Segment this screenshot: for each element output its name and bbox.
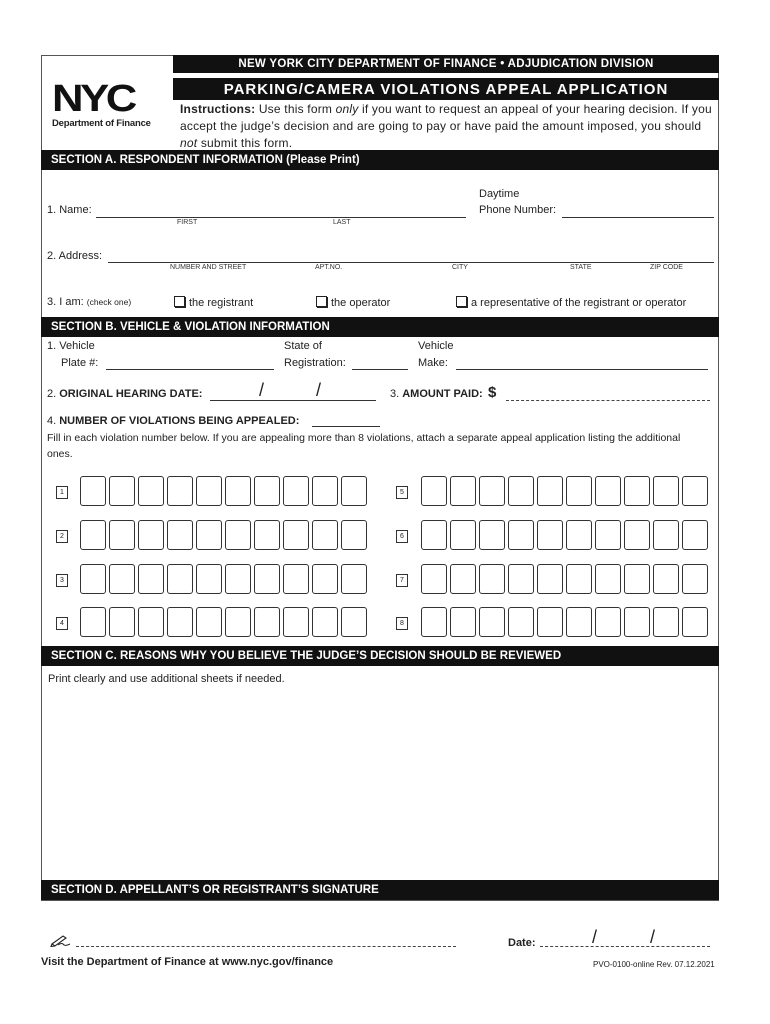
violation-4-digits[interactable] [80, 607, 370, 637]
option-representative[interactable] [456, 296, 686, 309]
name-input-line[interactable] [96, 217, 466, 218]
violation-number-badge: 2 [56, 530, 68, 543]
caption-apt: APT.NO. [315, 264, 343, 271]
violation-7-digits[interactable] [421, 564, 711, 594]
violation-6-digits[interactable] [421, 520, 711, 550]
last-caption: LAST [333, 219, 351, 226]
reasons-text-area[interactable] [44, 690, 716, 878]
name-label: 1. Name: [47, 204, 92, 216]
nyc-dof-logo [52, 78, 167, 132]
iam-label-group [47, 296, 131, 308]
make-label-2: Make: [418, 357, 448, 369]
instructions [180, 101, 716, 152]
section-b-heading: SECTION B. VEHICLE & VIOLATION INFORMATION [41, 317, 719, 337]
daytime-label: Daytime [479, 188, 520, 200]
footer-visit-text: Visit the Department of Finance at www.nyc.gov/finance [41, 956, 334, 968]
phone-input-line[interactable] [562, 217, 714, 218]
instructions-label: Instructions: [180, 102, 256, 116]
violations-count-prefix: 4. [47, 415, 60, 427]
logo-nyc-text: NYC [52, 78, 134, 120]
violation-5-digits[interactable] [421, 476, 711, 506]
amount-paid-label [390, 388, 483, 400]
caption-city: CITY [452, 264, 468, 271]
violation-number-badge: 5 [396, 486, 408, 499]
phone-label: Phone Number: [479, 204, 557, 216]
hearing-date-prefix: 2. [47, 388, 60, 400]
instructions-text-1: Use this form [255, 102, 336, 116]
option-operator[interactable] [316, 296, 390, 309]
state-label-2: Registration: [284, 357, 346, 369]
plate-input-line[interactable] [106, 369, 274, 370]
registrant-label: the registrant [189, 297, 254, 309]
hearing-date-sep-1: / [259, 380, 265, 400]
amount-paid-input-line[interactable] [506, 400, 710, 401]
section-c-heading: SECTION C. REASONS WHY YOU BELIEVE THE JUDGE’S DECISION SHOULD BE REVIEWED [41, 646, 719, 666]
representative-checkbox[interactable] [456, 296, 467, 307]
instructions-text-2: if you want to request an appeal of your hearing decision. If you accept the judge’s decision and are going to pay or have paid the amount imposed, you should [180, 102, 712, 133]
make-input-line[interactable] [456, 369, 708, 370]
signature-date-input-line[interactable] [540, 946, 710, 947]
signature-date-sep-1: / [592, 927, 598, 947]
address-label: 2. Address: [47, 250, 103, 262]
violation-number-badge: 4 [56, 617, 68, 630]
violations-count-label-text: NUMBER OF VIOLATIONS BEING APPEALED: [59, 415, 300, 427]
caption-zip: ZIP CODE [650, 264, 683, 271]
violation-number-badge: 8 [396, 617, 408, 630]
signature-date-sep-2: / [650, 927, 656, 947]
plate-label-1: 1. Vehicle [47, 340, 95, 352]
option-registrant[interactable] [174, 296, 253, 309]
form-id: PVO-0100-online Rev. 07.12.2021 [593, 960, 715, 969]
section-c-note: Print clearly and use additional sheets if needed. [48, 673, 285, 685]
instructions-emphasis-only: only [335, 102, 359, 116]
hearing-date-input-line[interactable] [210, 400, 376, 401]
violation-fill-instructions: Fill in each violation number below. If you are appealing more than 8 violations, attach a separate appeal application listing the additional ones. [47, 432, 681, 460]
violations-count-input-line[interactable] [312, 426, 380, 427]
hearing-date-sep-2: / [316, 380, 322, 400]
section-d-heading: SECTION D. APPELLANT’S OR REGISTRANT’S SIGNATURE [41, 880, 719, 900]
representative-label: a representative of the registrant or operator [471, 297, 687, 309]
address-input-line[interactable] [108, 262, 714, 263]
hearing-date-label-text: ORIGINAL HEARING DATE: [59, 388, 203, 400]
operator-checkbox[interactable] [316, 296, 327, 307]
instructions-text-3: submit this form. [197, 136, 293, 150]
plate-label-2: Plate #: [61, 357, 99, 369]
form-title: PARKING/CAMERA VIOLATIONS APPEAL APPLICATION [173, 78, 719, 100]
make-label-1: Vehicle [418, 340, 454, 352]
state-label-1: State of [284, 340, 322, 352]
violation-number-badge: 3 [56, 574, 68, 587]
violations-count-label [47, 415, 299, 427]
caption-state: STATE [570, 264, 592, 271]
violation-3-digits[interactable] [80, 564, 370, 594]
amount-paid-prefix: 3. [390, 388, 403, 400]
violation-1-digits[interactable] [80, 476, 370, 506]
logo-department-text: Department of Finance [52, 118, 151, 129]
violation-number-badge: 6 [396, 530, 408, 543]
signature-pen-icon [50, 933, 72, 947]
amount-paid-label-text: AMOUNT PAID: [402, 388, 483, 400]
hearing-date-label [47, 388, 202, 400]
violation-number-badge: 1 [56, 486, 68, 499]
signature-line[interactable] [76, 946, 456, 947]
iam-hint: (check one) [86, 297, 132, 307]
caption-street: NUMBER AND STREET [170, 264, 247, 271]
violation-number-badge: 7 [396, 574, 408, 587]
first-caption: FIRST [177, 219, 198, 226]
iam-label: 3. I am: [47, 296, 84, 308]
violation-8-digits[interactable] [421, 607, 711, 637]
agency-banner: NEW YORK CITY DEPARTMENT OF FINANCE • ADJUDICATION DIVISION [173, 55, 719, 73]
instructions-emphasis-not: not [180, 136, 198, 150]
signature-date-label: Date: [508, 937, 536, 949]
operator-label: the operator [331, 297, 391, 309]
registrant-checkbox[interactable] [174, 296, 185, 307]
state-input-line[interactable] [352, 369, 408, 370]
currency-symbol: $ [488, 384, 497, 401]
section-a-heading: SECTION A. RESPONDENT INFORMATION (Please Print) [41, 150, 719, 170]
violation-2-digits[interactable] [80, 520, 370, 550]
